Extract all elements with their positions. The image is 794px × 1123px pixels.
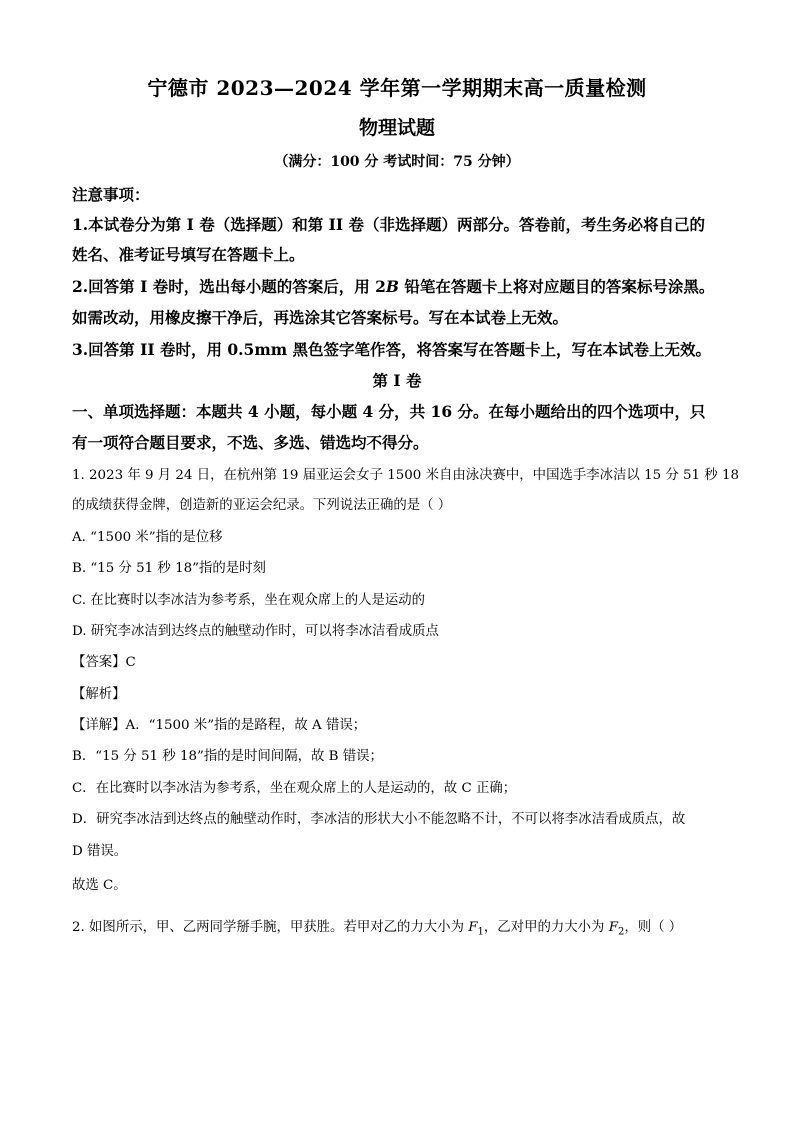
section-instruction-1: 一、单项选择题：本题共 4 小题，每小题 4 分，共 16 分。在每小题给出的四个选项中，只 [72,402,706,421]
notice-line-5: 3.回答第 II 卷时，用 0.5mm 黑色签字笔作答，将答案写在答题卡上，写在本试卷上无效。 [72,340,712,359]
q2-stem [72,916,682,938]
q1-detail-a: 【详解】A．“1500 米”指的是路程，故 A 错误； [72,718,367,733]
q1-answer: 【答案】C [72,655,136,670]
q2-stem-part-b: ，乙对甲的力大小为 [483,920,609,935]
q1-detail-d-line-1: D．研究李冰洁到达终点的触壁动作时，李冰洁的形状大小不能忽略不计，不可以将李冰洁看成质点，故 [72,812,686,827]
section-instruction-2: 有一项符合题目要求，不选、多选、错选均不得分。 [72,433,429,452]
force-f1-subscript: 1 [477,926,484,938]
q2-stem-part-a: 2. 如图所示，甲、乙两同学掰手腕，甲获胜。若甲对乙的力大小为 [72,920,469,935]
q2-stem-part-c: ，则（ ） [624,920,683,935]
q1-option-d: D. 研究李冰洁到达终点的触壁动作时，可以将李冰洁看成质点 [72,624,439,639]
part-1-heading: 第 I 卷 [372,371,422,390]
notice-line-4: 如需改动，用橡皮擦干净后，再选涂其它答案标号。写在本试卷上无效。 [72,308,569,327]
force-f2-symbol: F [608,920,618,935]
q1-option-b: B. “15 分 51 秒 18”指的是时刻 [72,561,266,576]
q1-stem-line-2: 的成绩获得金牌，创造新的亚运会纪录。下列说法正确的是（ ） [72,498,452,513]
force-f2-subscript: 2 [617,926,625,938]
notice-line-1: 1.本试卷分为第 I 卷（选择题）和第 II 卷（非选择题）两部分。答卷前，考生务必将自己的 [72,215,706,234]
notice-line-3 [72,275,714,297]
notice-line-3-part-a: 2.回答第 I 卷时，选出每小题的答案后，用 2 [72,277,386,296]
notice-heading: 注意事项： [72,185,150,204]
q1-option-c: C. 在比赛时以李冰洁为参考系，坐在观众席上的人是运动的 [72,593,426,608]
pencil-grade: B [385,277,400,296]
q1-detail-d-line-2: D 错误。 [72,844,128,859]
exam-meta: （满分：100 分 考试时间：75 分钟） [274,154,520,170]
notice-line-2: 姓名、准考证号填写在答题卡上。 [72,245,305,264]
subject-title: 物理试题 [358,117,435,139]
exam-title: 宁德市 2023—2024 学年第一学期期末高一质量检测 [147,76,647,100]
q1-option-a: A. “1500 米”指的是位移 [72,530,223,545]
q1-analysis-label: 【解析】 [72,687,126,702]
q1-detail-b: B．“15 分 51 秒 18”指的是时间间隔，故 B 错误； [72,749,383,764]
q1-detail-c: C．在比赛时以李冰洁为参考系，坐在观众席上的人是运动的，故 C 正确； [72,781,517,796]
notice-line-3-part-c: 铅笔在答题卡上将对应题目的答案标号涂黑。 [399,277,715,296]
q1-conclusion: 故选 C。 [72,878,127,893]
force-f1-symbol: F [468,920,478,935]
q1-stem-line-1: 1. 2023 年 9 月 24 日，在杭州第 19 届亚运会女子 1500 米自由泳决赛中，中国选手李冰洁以 15 分 51 秒 18 [72,468,739,483]
